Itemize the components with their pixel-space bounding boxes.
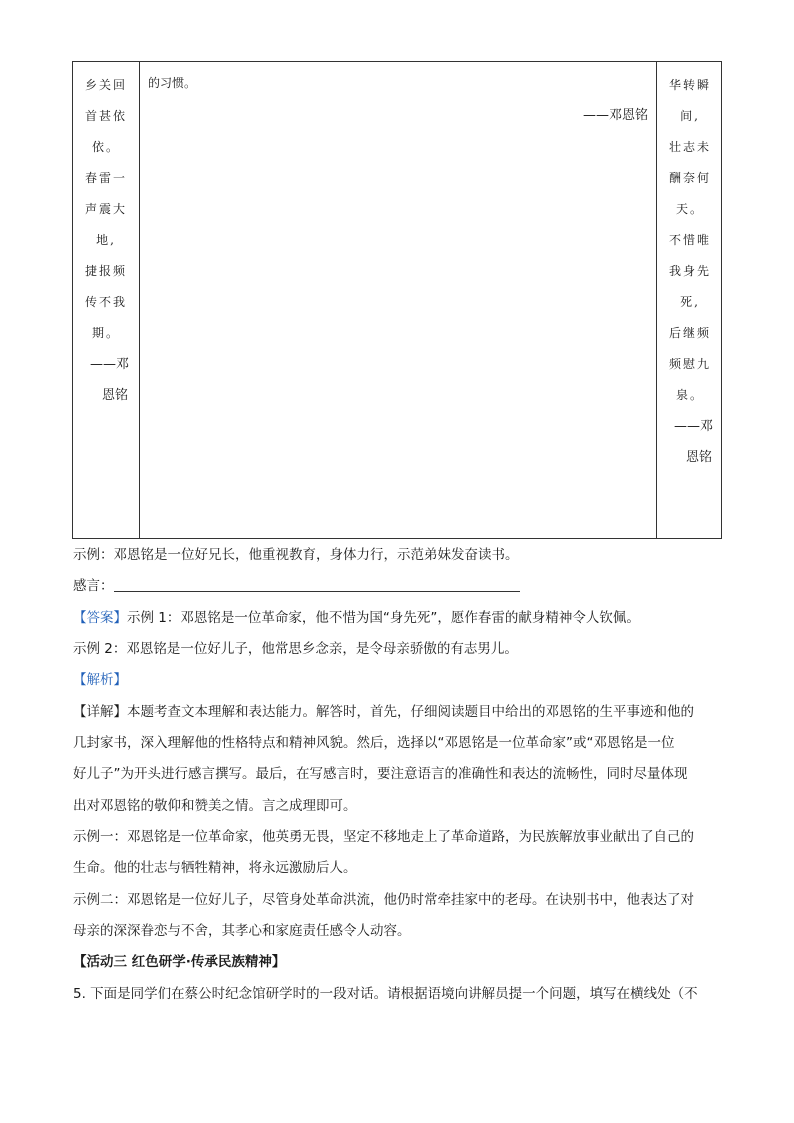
poem-line: 乡关回 — [84, 78, 127, 92]
poem-line: 壮志未 — [668, 140, 711, 154]
example-two-line-1: 示例二：邓恩铭是一位好儿子，尽管身处革命洪流，他仍时常牵挂家中的老母。在诀别书中，他表达了对 — [73, 892, 694, 908]
analysis-tag: 【解析】 — [73, 672, 127, 688]
poem-line: 我身先 — [668, 264, 711, 278]
signature-name: 恩铭 — [686, 450, 713, 465]
poem-line: 泉。 — [675, 388, 704, 402]
answer-tag: 【答案】 — [73, 610, 127, 626]
detail-text: 本题考查文本理解和表达能力。解答时，首先，仔细阅读题目中给出的邓恩铭的生平事迹和他的 — [127, 704, 694, 720]
poem-line: 后继频 — [668, 326, 711, 340]
question-5: 5. 下面是同学们在蔡公时纪念馆研学时的一段对话。请根据语境向讲解员提一个问题，填写在横线处（不 — [73, 986, 698, 1002]
poem-line: 间, — [680, 109, 700, 123]
signature-dash: ——邓 — [90, 357, 130, 372]
detail-tag: 【详解】 — [73, 704, 127, 720]
poem-line: 死, — [680, 295, 700, 309]
example-one-line-2: 生命。他的壮志与牺牲精神，将永远激励后人。 — [73, 860, 357, 876]
poem-line: 首甚依 — [84, 109, 127, 123]
example-line: 示例：邓恩铭是一位好兄长，他重视教育，身体力行，示范弟妹发奋读书。 — [73, 547, 519, 563]
letter-table — [72, 61, 722, 539]
example-two-line-2: 母亲的深深眷恋与不舍，其孝心和家庭责任感令人动容。 — [73, 923, 411, 939]
answer-blank — [114, 577, 520, 592]
poem-line: 声震大 — [84, 202, 127, 216]
poem-line: 地, — [96, 233, 116, 247]
poem-line: 天。 — [675, 202, 704, 216]
detail-line-3: 好儿子”为开头进行感言撰写。最后，在写感言时，要注意语言的准确性和表达的流畅性，同时尽量体现 — [73, 766, 688, 782]
activity-heading: 【活动三 红色研学·传承民族精神】 — [73, 954, 286, 970]
poem-line: 依。 — [91, 140, 120, 154]
answer-line-2: 示例 2：邓恩铭是一位好儿子，他常思乡念亲，是令母亲骄傲的有志男儿。 — [73, 641, 518, 657]
poem-line: 频慰九 — [668, 357, 711, 371]
signature-dash: ——邓 — [674, 419, 714, 434]
poem-line: 华转瞬 — [668, 78, 711, 92]
right-poem-cell — [657, 70, 723, 473]
poem-line: 期。 — [91, 326, 120, 340]
detail-line-4: 出对邓恩铭的敬仰和赞美之情。言之成理即可。 — [73, 798, 357, 814]
answer-text: 示例 1：邓恩铭是一位革命家，他不惜为国“身先死”，愿作春雷的献身精神令人钦佩。 — [127, 610, 640, 626]
detail-line-2: 几封家书，深入理解他的性格特点和精神风貌。然后，选择以“邓恩铭是一位革命家”或“邓恩铭是一位 — [73, 735, 675, 751]
left-poem-cell — [73, 70, 139, 411]
table-divider — [139, 62, 140, 538]
poem-line: 捷报频 — [84, 264, 127, 278]
signature-name: 恩铭 — [102, 388, 129, 403]
answer-line-1 — [73, 603, 723, 634]
poem-line: 酬奈何 — [668, 171, 711, 185]
letter-signature: ——邓恩铭 — [582, 108, 648, 123]
poem-line: 不惜唯 — [668, 233, 711, 247]
ganyan-line — [73, 571, 723, 602]
poem-line: 传不我 — [84, 295, 127, 309]
poem-line: 春雷一 — [84, 171, 127, 185]
ganyan-label: 感言： — [73, 578, 114, 594]
detail-line-1 — [73, 697, 723, 728]
example-one-line-1: 示例一：邓恩铭是一位革命家，他英勇无畏，坚定不移地走上了革命道路，为民族解放事业献出了自己的 — [73, 829, 694, 845]
letter-text: 的习惯。 — [148, 76, 197, 90]
